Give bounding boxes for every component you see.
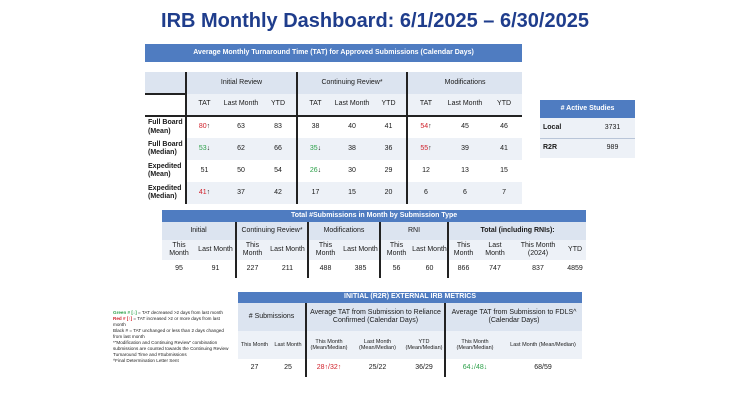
legend-note1: *"Modification and Continuing Review" combination submissions are counted towards the Continuing Review Turnaround Time and #Submissions — [113, 339, 229, 357]
tat-value: 53 — [198, 144, 207, 152]
ext-value: 25 — [271, 359, 306, 377]
legend-black-text: Black # = TAT unchanged or less than 2 days changed from last month — [113, 327, 224, 339]
subs-value: 56 — [392, 264, 401, 272]
ext-header: INITIAL (R2R) EXTERNAL IRB METRICS — [238, 292, 582, 303]
ext-group: Average TAT from Submission to Reliance Confirmed (Calendar Days) — [306, 303, 445, 331]
tat-row — [145, 160, 522, 182]
tat-cell — [297, 116, 333, 138]
tat-group-initial: Initial Review — [186, 72, 297, 94]
ext-value: 27 — [250, 363, 259, 371]
arrow-up-icon: ↑ — [428, 123, 432, 131]
subs-value: 866 — [457, 264, 470, 272]
ext-col-label: This Month — [240, 341, 269, 348]
tat-cell — [222, 116, 260, 138]
subs-col-label: Last Month — [342, 240, 380, 260]
arrow-down-icon: ↓ — [206, 144, 211, 152]
ext-value: 28↑/32↑ — [316, 363, 342, 371]
ext-col-label: Last Month (Mean/Median) — [510, 341, 576, 348]
tat-row — [145, 138, 522, 160]
tat-value: 38 — [311, 123, 320, 131]
legend-red-text: = TAT increased >2 or more days from last month — [113, 315, 220, 327]
submissions-table — [162, 210, 586, 278]
tat-group-continuing: Continuing Review* — [297, 72, 407, 94]
tat-cell — [333, 182, 371, 204]
col-label: Last Month — [222, 94, 260, 116]
tat-value: 50 — [237, 166, 245, 174]
active-local-value: 3731 — [604, 123, 621, 131]
tat-cell — [186, 138, 222, 160]
tat-value: 13 — [461, 166, 469, 174]
tat-value: 29 — [384, 166, 393, 174]
tat-cell — [486, 160, 522, 182]
tat-row-label: Full Board (Mean) — [145, 116, 186, 138]
ext-value: 64↓/48↓ — [462, 363, 488, 371]
tat-value: 41 — [198, 188, 207, 196]
tat-value: 83 — [274, 123, 282, 131]
col-label: TAT — [407, 94, 444, 116]
tat-cell — [371, 160, 407, 182]
active-r2r-value: 989 — [606, 144, 619, 152]
subs-header: Total #Submissions in Month by Submission Type — [162, 210, 586, 222]
tat-value: 6 — [424, 188, 428, 196]
tat-value: 46 — [500, 123, 508, 131]
tat-value: 38 — [348, 144, 356, 152]
tat-cell — [297, 160, 333, 182]
subs-value: 4859 — [567, 264, 583, 272]
subs-value: 747 — [489, 264, 501, 272]
col-label: YTD — [486, 94, 522, 116]
tat-row-label: Full Board (Median) — [145, 138, 186, 160]
tat-cell — [444, 116, 486, 138]
tat-cell — [297, 182, 333, 204]
page-title: IRB Monthly Dashboard: 6/1/2025 – 6/30/2025 — [161, 10, 589, 32]
tat-value: 20 — [384, 188, 393, 196]
subs-value: 227 — [246, 264, 259, 272]
tat-cell — [407, 160, 444, 182]
subs-value: 211 — [268, 260, 308, 278]
tat-value: 26 — [309, 166, 318, 174]
tat-value: 15 — [500, 166, 508, 174]
subs-col-label: Last Month — [268, 240, 308, 260]
tat-cell — [407, 138, 444, 160]
active-studies-table — [540, 100, 635, 158]
tat-cell — [444, 138, 486, 160]
subs-col-label: Last Month — [412, 240, 448, 260]
tat-cell — [444, 160, 486, 182]
tat-cell — [260, 160, 297, 182]
subs-col-label: This Month — [315, 241, 336, 257]
legend-note2: ^Final Determination Letter Sent — [113, 357, 179, 363]
tat-value: 66 — [274, 144, 282, 152]
tat-value: 40 — [348, 123, 356, 131]
ext-group: Average TAT from Submission to FDLS^ (Calendar Days) — [451, 308, 577, 324]
tat-value: 39 — [461, 144, 469, 152]
tat-cell — [444, 182, 486, 204]
subs-col-label: This Month — [453, 241, 474, 257]
active-r2r-label: R2R — [540, 138, 590, 158]
tat-cell — [260, 138, 297, 160]
tat-value: 45 — [461, 123, 469, 131]
tat-header: Average Monthly Turnaround Time (TAT) for Approved Submissions (Calendar Days) — [145, 44, 522, 62]
subs-value: 837 — [532, 264, 544, 272]
tat-value: 54 — [274, 166, 282, 174]
arrow-up-icon: ↑ — [428, 144, 432, 152]
ext-value: 25/22 — [368, 363, 387, 371]
tat-cell — [371, 182, 407, 204]
tat-cell — [222, 182, 260, 204]
ext-col-label: Last Month — [271, 331, 306, 359]
tat-value: 37 — [237, 188, 245, 196]
subs-value: 91 — [196, 260, 236, 278]
tat-value: 80 — [198, 123, 207, 131]
tat-value: 36 — [384, 144, 393, 152]
tat-cell — [297, 138, 333, 160]
legend — [113, 310, 231, 364]
subs-group: Total (including RNIs): — [480, 226, 555, 234]
subs-col-label: This Month — [386, 241, 407, 257]
tat-value: 63 — [237, 123, 245, 131]
tat-cell — [371, 116, 407, 138]
subs-value: 95 — [175, 264, 183, 272]
subs-group: Continuing Review* — [236, 222, 308, 240]
tat-value: 30 — [348, 166, 356, 174]
subs-col-label: This Month — [169, 241, 189, 257]
tat-cell — [260, 116, 297, 138]
tat-value: 41 — [384, 123, 393, 131]
legend-green-text: = TAT decreased >2 days from last month — [136, 310, 223, 315]
col-label: Last Month — [333, 94, 371, 116]
col-label: Last Month — [444, 94, 486, 116]
tat-row-label: Expedited (Mean) — [145, 160, 186, 182]
col-label: TAT — [297, 94, 333, 116]
tat-value: 41 — [500, 144, 508, 152]
tat-value: 7 — [502, 188, 506, 196]
tat-value: 15 — [348, 188, 356, 196]
tat-cell — [371, 138, 407, 160]
tat-value: 62 — [237, 144, 245, 152]
active-header: # Active Studies — [540, 100, 635, 118]
tat-table — [145, 44, 522, 204]
ext-col-label: Last Month (Mean/Median) — [359, 338, 396, 351]
subs-col-label: This Month — [242, 241, 263, 257]
tat-cell — [333, 160, 371, 182]
tat-cell — [486, 138, 522, 160]
tat-value: 42 — [274, 188, 282, 196]
tat-cell — [222, 138, 260, 160]
subs-group: Modifications — [308, 222, 380, 240]
tat-value: 35 — [309, 144, 318, 152]
tat-value: 12 — [422, 166, 430, 174]
col-label: YTD — [371, 94, 407, 116]
tat-value: 55 — [420, 144, 429, 152]
arrow-up-icon: ↑ — [206, 188, 211, 196]
arrow-up-icon: ↑ — [206, 123, 211, 131]
legend-green-key: Green # [↓] — [113, 310, 137, 315]
tat-row-label: Expedited (Median) — [145, 182, 186, 204]
tat-cell — [186, 116, 222, 138]
arrow-down-icon: ↓ — [317, 144, 322, 152]
tat-cell — [260, 182, 297, 204]
subs-value: 385 — [342, 260, 380, 278]
ext-group: # Submissions — [238, 303, 306, 331]
tat-cell — [222, 160, 260, 182]
tat-value: 54 — [420, 123, 429, 131]
subs-col-label: This Month (2024) — [520, 241, 556, 257]
subs-value: 488 — [319, 264, 332, 272]
subs-col-label: Last Month — [196, 240, 236, 260]
tat-row — [145, 116, 522, 138]
subs-group: Initial — [162, 222, 236, 240]
subs-group: RNI — [380, 222, 448, 240]
col-label: YTD — [260, 94, 297, 116]
ext-value: 36/29 — [404, 359, 445, 377]
ext-col-label: This Month (Mean/Median) — [456, 338, 494, 351]
tat-cell — [407, 116, 444, 138]
subs-col-label: Last Month — [485, 241, 505, 257]
tat-cell — [486, 182, 522, 204]
ext-col-label: This Month (Mean/Median) — [310, 338, 348, 351]
ext-value: 68/59 — [534, 363, 552, 371]
tat-cell — [486, 116, 522, 138]
tat-cell — [333, 138, 371, 160]
subs-col-label: YTD — [568, 245, 583, 253]
tat-cell — [186, 182, 222, 204]
arrow-down-icon: ↓ — [317, 166, 322, 174]
tat-cell — [407, 182, 444, 204]
legend-red-key: Red # [↑] — [113, 315, 133, 321]
tat-cell — [186, 160, 222, 182]
tat-value: 51 — [200, 166, 209, 174]
tat-row — [145, 182, 522, 204]
active-local-label: Local — [540, 118, 590, 138]
tat-value: 17 — [311, 188, 320, 196]
external-metrics-table — [238, 292, 582, 377]
subs-value: 60 — [412, 260, 448, 278]
ext-col-label: YTD (Mean/Median) — [404, 331, 445, 359]
col-label: TAT — [186, 94, 222, 116]
tat-value: 6 — [463, 188, 467, 196]
tat-group-modifications: Modifications — [444, 78, 486, 86]
tat-cell — [333, 116, 371, 138]
